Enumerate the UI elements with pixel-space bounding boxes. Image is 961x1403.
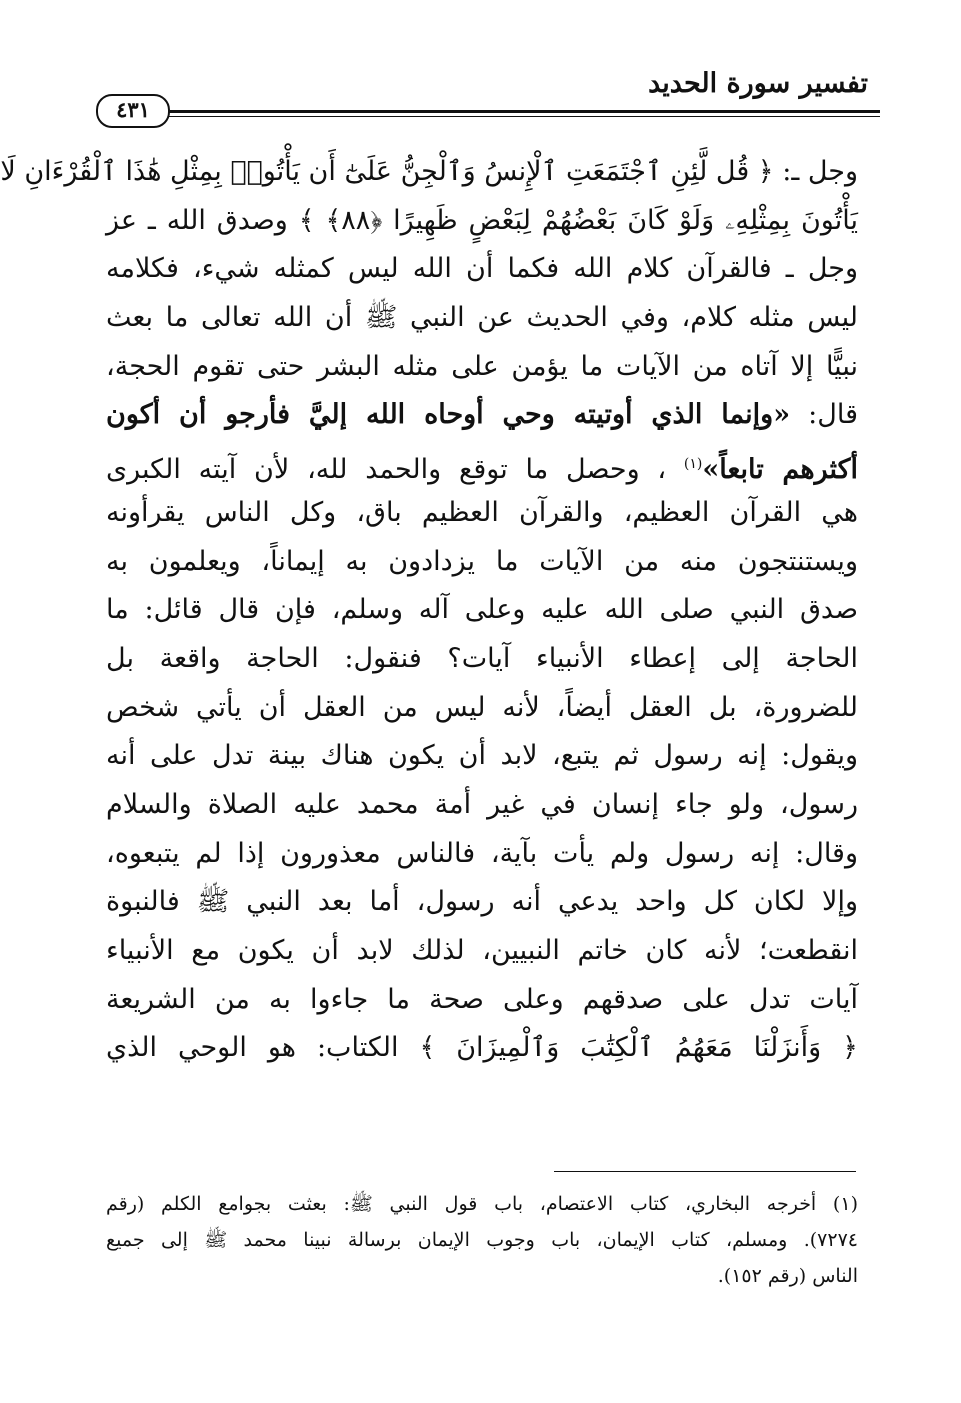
text-segment: وقال: إنه رسول ولم يأت بآية، فالناس معذورون إذا لم يتبعوه، (106, 837, 858, 869)
text-line (106, 781, 858, 830)
header-rule (154, 110, 880, 113)
text-segment: الحاجة إلى إعطاء الأنبياء آيات؟ فنقول: الحاجة واقعة بل (106, 642, 858, 674)
page-header (96, 66, 878, 126)
text-line (106, 976, 858, 1025)
text-line (106, 391, 858, 440)
hadith-quote: أكثرهم تابعاً» (702, 454, 858, 486)
hadith-quote: «وإنما الذي أوتيته وحي أوحاه الله إليَّ فأرجو أن أكون (106, 399, 791, 431)
text-line (106, 538, 858, 587)
text-line (106, 1024, 858, 1073)
text-segment: وجل ـ فالقرآن كلام الله فكما أن الله ليس كمثله شيء، فكلامه (106, 253, 858, 285)
text-segment: الكتاب: هو الوحي الذي (106, 1032, 420, 1064)
footnote-separator (554, 1171, 856, 1172)
text-line (106, 927, 858, 976)
text-segment: قال: (790, 399, 858, 431)
footnote-line: الناس (رقم ١٥٢). (717, 1265, 858, 1287)
text-line (106, 878, 858, 927)
quran-verse: ﴿ قُل لَّئِنِ ٱجْتَمَعَتِ ٱلْإِنسُ وَٱلْجِنُّ عَلَىٰٓ أَن يَأْتُوا۟ بِمِثْلِ هَٰذَا ٱلْقُرْءَانِ لَا (0, 156, 774, 187)
footnote-marker: (١) (683, 456, 703, 473)
text-segment: للضرورة، بل العقل أيضاً، لأنه ليس من العقل أن يأتي شخص (106, 691, 858, 723)
text-line (106, 245, 858, 294)
text-line (106, 635, 858, 684)
text-segment: انقطعت؛ لأنه كان خاتم النبيين، لذلك لابد أن يكون مع الأنبياء (106, 935, 858, 966)
text-segment: وصدق الله ـ عز (106, 204, 299, 236)
text-segment: وإلا لكان كل واحد يدعي أنه رسول، أما بعد النبي ﷺ فالنبوة (106, 886, 858, 918)
text-segment: صدق النبي صلى الله عليه وعلى آله وسلم، فإن قال قائل: ما (106, 594, 858, 626)
main-text (0, 148, 858, 1073)
footnotes (106, 1186, 858, 1294)
page-number: ٤٣١ (96, 94, 170, 128)
header-rule-thin (154, 116, 880, 117)
text-line (106, 489, 858, 538)
running-title: تفسير سورة الحديد (648, 68, 868, 99)
footnote-line: ٧٢٧٤). ومسلم، كتاب الإيمان، باب وجوب الإيمان برسالة نبينا محمد ﷺ إلى جميع (106, 1229, 858, 1251)
text-segment: هي القرآن العظيم، والقرآن العظيم باق، وكل الناس يقرأونه (106, 496, 858, 528)
text-segment: رسول، ولو جاء إنسان في غير أمة محمد عليه الصلاة والسلام (106, 788, 858, 820)
text-line (106, 440, 858, 489)
text-line (106, 586, 858, 635)
text-segment: ، وحصل ما توقع والحمد لله، لأن آيته الكبرى (106, 454, 684, 486)
quran-verse: ﴿ وَأَنزَلْنَا مَعَهُمُ ٱلْكِتَٰبَ وَٱلْمِيزَانَ ﴾ (419, 1032, 858, 1064)
text-segment: نبيًّا إلا آتاه من الآيات ما يؤمن على مثله البشر حتى تقوم الحجة، (106, 350, 858, 382)
text-line (106, 732, 858, 781)
text-line (106, 684, 858, 733)
text-segment: وجل ـ: (773, 156, 858, 187)
quran-verse: يَأْتُونَ بِمِثْلِهِۦ وَلَوْ كَانَ بَعْضُهُمْ لِبَعْضٍ ظَهِيرًا ﴿٨٨﴾ ﴾ (298, 204, 858, 236)
text-segment: ليس مثله كلام، وفي الحديث عن النبي ﷺ أن الله تعالى ما بعث (106, 302, 858, 334)
text-line (106, 343, 858, 392)
text-line (106, 294, 858, 343)
footnote-line: (١) أخرجه البخاري، كتاب الاعتصام، باب قول النبي ﷺ: بعثت بجوامع الكلم (رقم (106, 1193, 858, 1215)
text-segment: ويستنتجون منه من الآيات ما يزدادون به إيماناً، ويعلمون به (106, 545, 858, 577)
text-segment: آيات تدل على صدقهم وعلى صحة ما جاءوا به من الشريعة (106, 983, 858, 1015)
text-line (106, 830, 858, 879)
text-line (0, 148, 858, 197)
text-segment: ويقول: إنه رسول ثم يتبع، لابد أن يكون هناك بينة تدل على أنه (106, 740, 858, 772)
text-line (106, 197, 858, 246)
